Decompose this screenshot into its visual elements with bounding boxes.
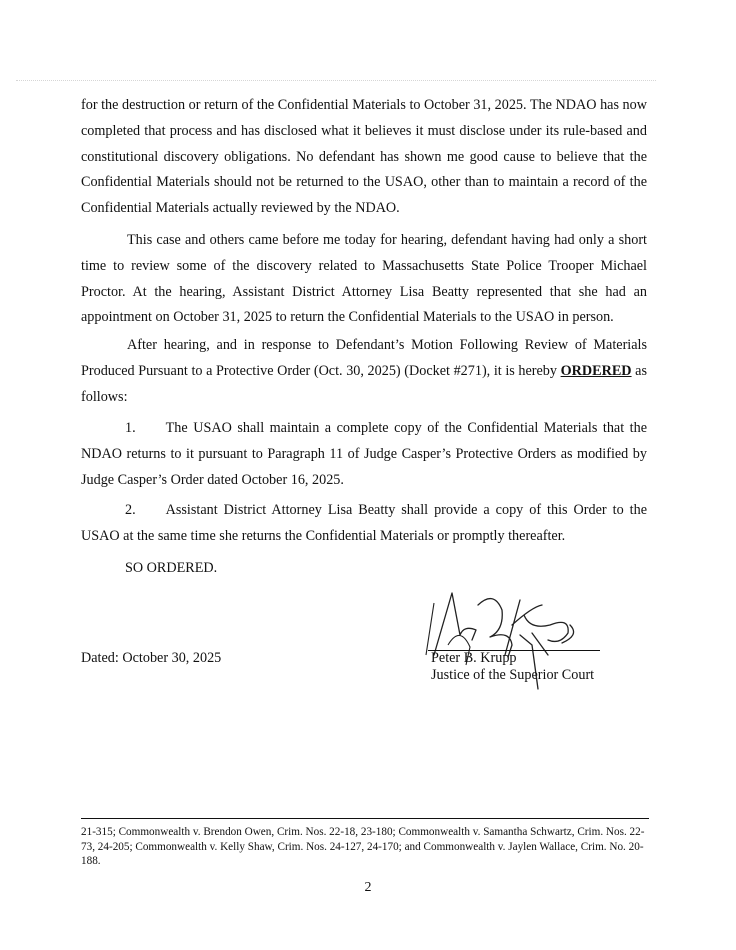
paragraph-text-part: as follows:	[81, 362, 647, 405]
order-item-body: Assistant District Attorney Lisa Beatty shall provide a copy of this Order to the USAO at the same time she returns the Confidential Materials or promptly thereafter.	[81, 502, 647, 544]
paragraph-text: This case and others came before me today for hearing, defendant having had only a short time to review some of the discovery related to Massachusetts State Police Trooper Michael Proctor. At the hearing, Assistant District Attorney Lisa Beatty represented that she had an appointment on October 31, 2025 to return the Confidential Materials to the USAO in person.	[81, 232, 647, 326]
page-number: 2	[364, 880, 372, 895]
order-item-2	[81, 498, 647, 550]
order-item-1	[81, 416, 647, 493]
paragraph-text-part: After hearing, and in response to Defendant’s Motion Following Review of Materials Produced Pursuant to a Protective Order (Oct. 30, 2025) (Docket #271), it is hereby	[81, 337, 647, 379]
order-item-text	[81, 416, 647, 493]
paragraph-2	[81, 228, 647, 331]
paragraph-3	[81, 333, 647, 410]
signature-block	[431, 650, 594, 684]
scan-artifact	[16, 80, 656, 83]
order-item-number: 1.	[125, 420, 136, 436]
date-line: Dated: October 30, 2025	[81, 650, 222, 666]
so-ordered: SO ORDERED.	[125, 560, 218, 576]
paragraph-text	[81, 333, 647, 410]
order-item-body: The USAO shall maintain a complete copy of the Confidential Materials that the NDAO returns to it pursuant to Paragraph 11 of Judge Casper’s Protective Orders as modified by Judge Casper’s Order dated October 16, 2025.	[81, 420, 647, 488]
footnote-rule	[81, 818, 649, 819]
order-item-text	[81, 498, 647, 550]
paragraph-1	[81, 93, 647, 222]
order-item-number: 2.	[125, 502, 136, 518]
judge-title: Justice of the Superior Court	[431, 667, 595, 683]
ordered-emphasis: ORDERED	[560, 362, 632, 379]
judge-name: Peter B. Krupp	[431, 650, 517, 666]
paragraph-text: for the destruction or return of the Confidential Materials to October 31, 2025. The NDAO has now completed that process and has disclosed what it believes it must disclose under its rule-based and constitutional discovery obligations. No defendant has shown me good cause to believe that the Confidential Materials should not be returned to the USAO, other than to maintain a record of the Confidential Materials actually reviewed by the NDAO.	[81, 97, 647, 217]
footnote-text: 21-315; Commonwealth v. Brendon Owen, Crim. Nos. 22-18, 23-180; Commonwealth v. Samantha Schwartz, Crim. Nos. 22-73, 24-205; Commonwealth v. Kelly Shaw, Crim. Nos. 24-127, 24-170; and Commonwealth v. Jaylen Wallace, Crim. No. 20-188.	[81, 826, 645, 867]
